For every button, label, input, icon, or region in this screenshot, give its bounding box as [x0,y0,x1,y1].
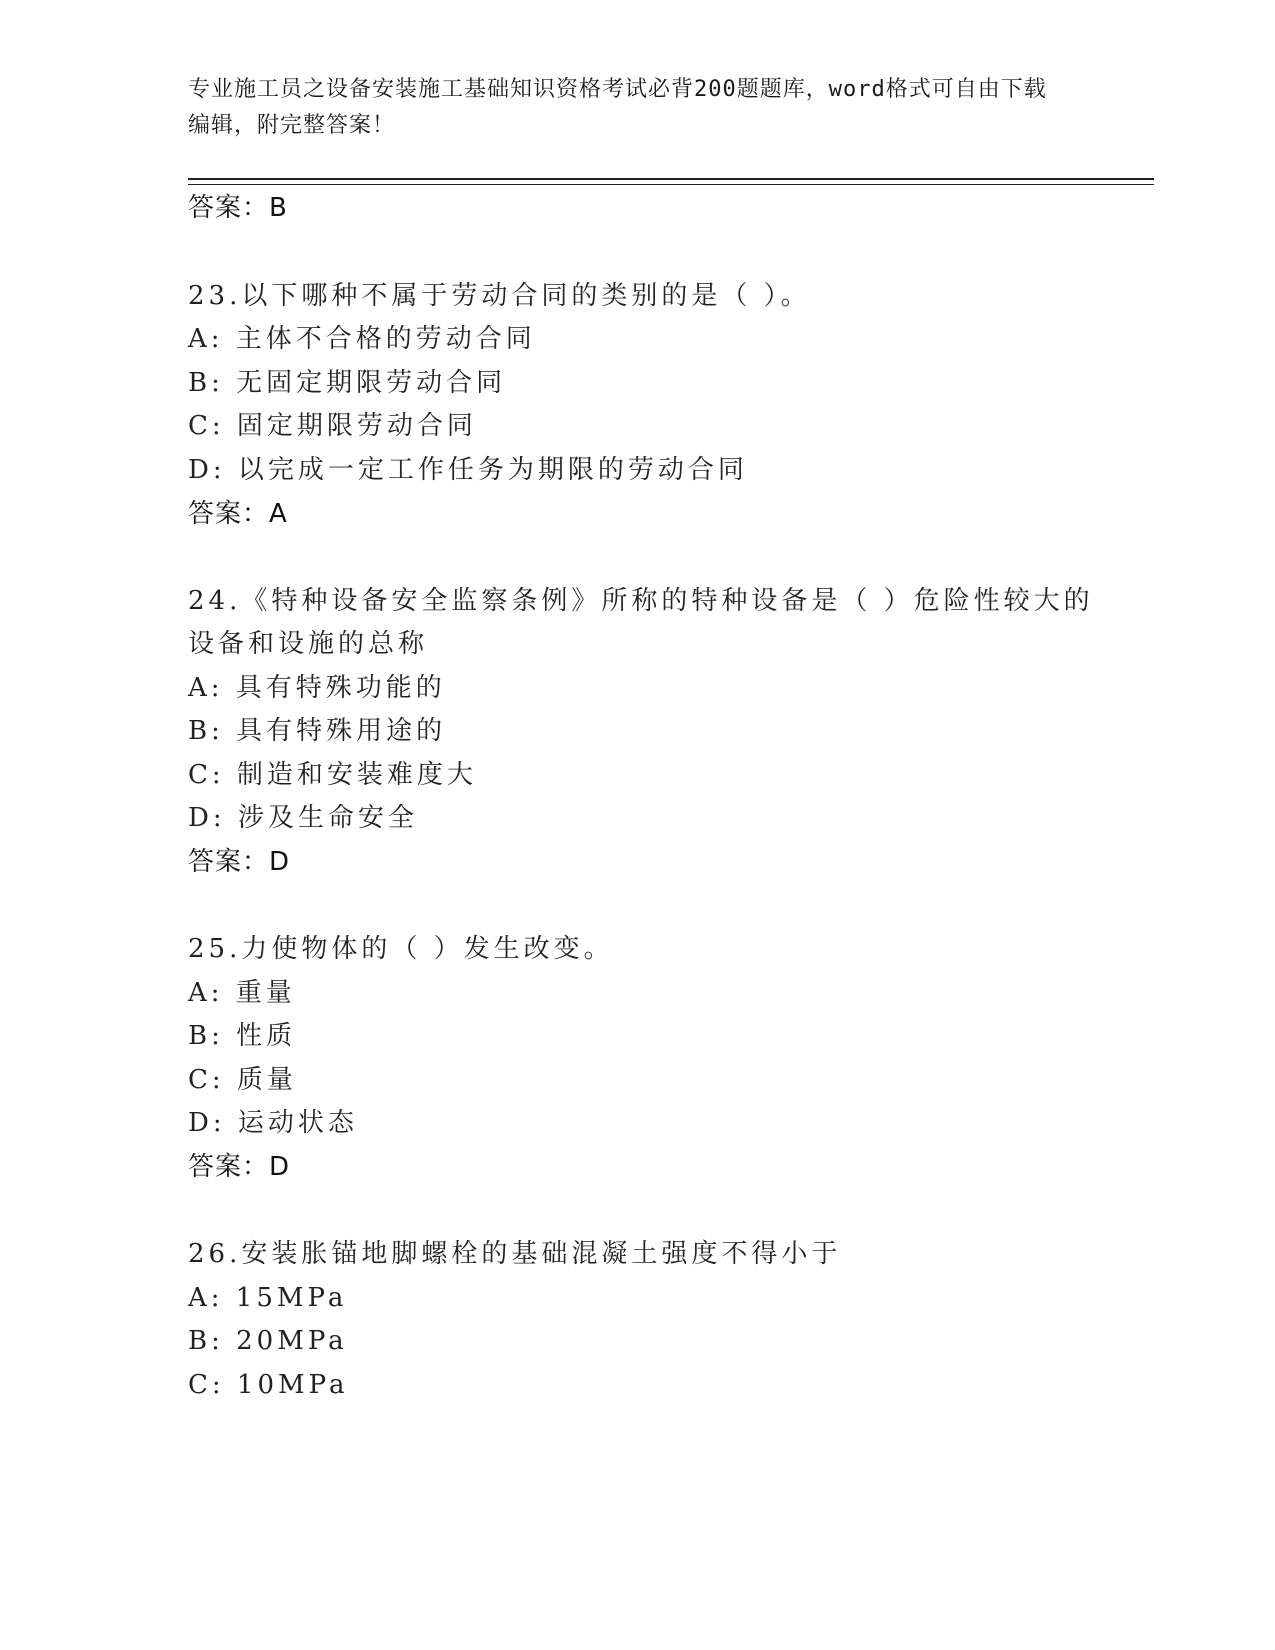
document-title: 专业施工员之设备安装施工基础知识资格考试必背200题题库，word格式可自由下载编辑，附完整答案！ [188,77,1047,138]
header-divider-thick [188,178,1154,180]
question-23-option-a: A: 主体不合格的劳动合同 [188,324,536,354]
question-24-text-line1: 24.《特种设备安全监察条例》所称的特种设备是（ ）危险性较大的 [188,586,1094,616]
question-24-option-a: A: 具有特殊功能的 [188,673,446,703]
question-26-option-a: A: 15MPa [188,1283,348,1313]
question-26-option-c: C: 10MPa [188,1370,349,1400]
question-25-option-b: B: 性质 [188,1021,297,1051]
question-23-text: 23.以下哪种不属于劳动合同的类别的是（ ）。 [188,281,811,311]
question-24-text-line2: 设备和设施的总称 [188,629,429,659]
question-25-text: 25.力使物体的（ ）发生改变。 [188,934,614,964]
question-25-option-d: D: 运动状态 [188,1108,358,1138]
question-26-option-b: B: 20MPa [188,1326,348,1356]
answer-22: 答案：B [188,193,288,223]
question-24-option-d: D: 涉及生命安全 [188,803,418,833]
answer-25: 答案：D [188,1152,291,1182]
answer-23: 答案：A [188,499,288,529]
question-25-option-c: C: 质量 [188,1065,297,1095]
question-23-option-b: B: 无固定期限劳动合同 [188,368,507,398]
header-divider-thin [188,184,1154,185]
question-23-option-d: D: 以完成一定工作任务为期限的劳动合同 [188,455,748,485]
question-24-option-c: C: 制造和安装难度大 [188,760,477,790]
question-26-text: 26.安装胀锚地脚螺栓的基础混凝土强度不得小于 [188,1239,842,1269]
question-23-option-c: C: 固定期限劳动合同 [188,411,477,441]
question-25-option-a: A: 重量 [188,978,296,1008]
question-24-option-b: B: 具有特殊用途的 [188,716,447,746]
answer-24: 答案：D [188,847,291,877]
